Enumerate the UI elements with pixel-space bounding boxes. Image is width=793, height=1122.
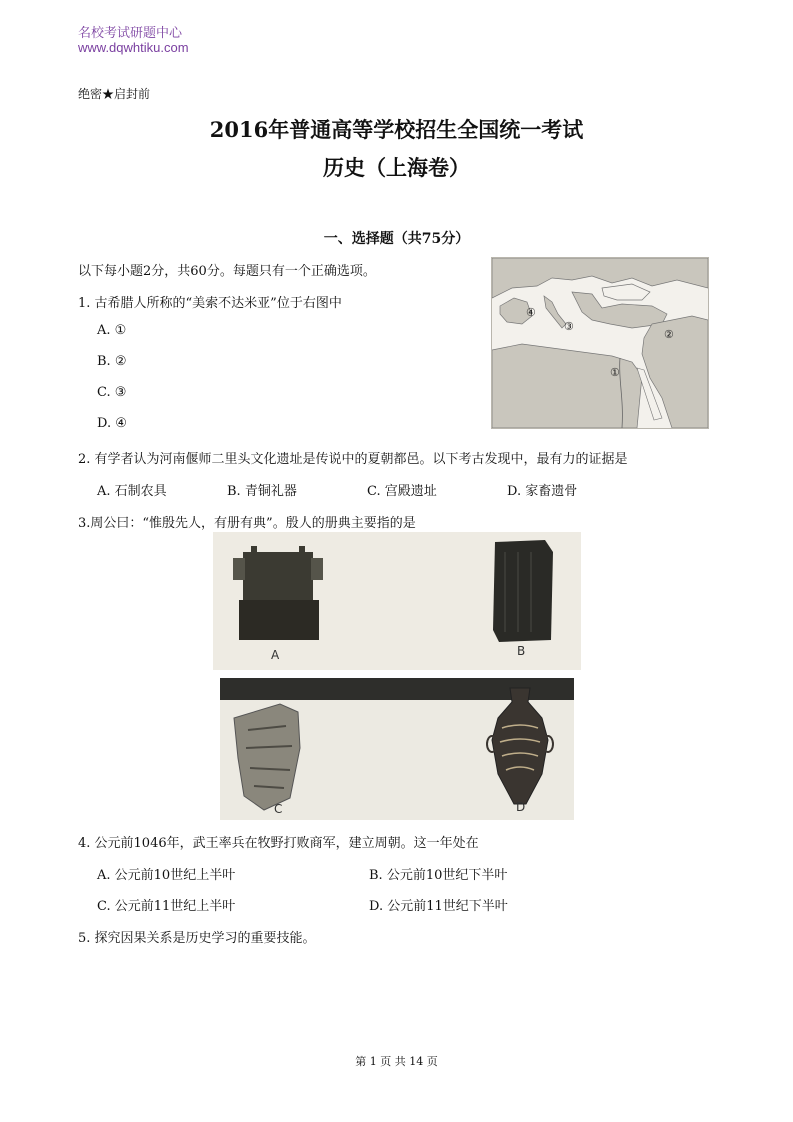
question-4-stem: 4. 公元前1046年，武王率兵在牧野打败商军，建立周朝。这一年处在 xyxy=(78,836,479,851)
map-drawing xyxy=(492,258,708,428)
artifact-label-c: C xyxy=(274,802,283,816)
question-2-options xyxy=(97,480,697,498)
question-2-option-c: C. 宫殿遗址 xyxy=(367,484,437,499)
site-url[interactable]: www.dqwhtiku.com xyxy=(78,40,189,55)
question-2-option-a: A. 石制农具 xyxy=(97,484,167,499)
question-4-option-c: C. 公元前11世纪上半叶 xyxy=(97,899,236,914)
question-4-options-row1 xyxy=(97,864,697,882)
site-name: 名校考试研题中心 xyxy=(78,26,183,41)
question-2-stem: 2. 有学者认为河南偃师二里头文化遗址是传说中的夏朝都邑。以下考古发现中，最有力的证据是 xyxy=(78,452,628,467)
artifact-drawing-cd xyxy=(220,678,574,820)
question-2-option-d: D. 家畜遗骨 xyxy=(507,484,578,499)
artifact-photo-ab xyxy=(213,532,581,670)
page-footer: 第 1 页 共 14 页 xyxy=(355,1055,438,1068)
section-instruction: 以下每小题2分，共60分。每题只有一个正确选项。 xyxy=(78,264,376,279)
question-1-option-a: A. ① xyxy=(97,323,127,338)
artifact-label-b: B xyxy=(517,644,526,658)
question-1-option-c: C. ③ xyxy=(97,385,127,400)
question-4-option-b: B. 公元前10世纪下半叶 xyxy=(369,868,508,883)
artifact-photo-cd xyxy=(220,678,574,820)
artifact-label-d: D xyxy=(516,800,526,814)
map-label-4: ④ xyxy=(526,306,536,319)
confidential-mark: 绝密★启封前 xyxy=(78,87,151,101)
question-1-stem: 1. 古希腊人所称的“美索不达米亚”位于右图中 xyxy=(78,296,342,311)
exam-title: 2016年普通高等学校招生全国统一考试 xyxy=(209,117,584,142)
question-1-option-d: D. ④ xyxy=(97,416,127,431)
question-1-option-b: B. ② xyxy=(97,354,127,369)
question-5-stem: 5. 探究因果关系是历史学习的重要技能。 xyxy=(78,931,316,946)
artifact-label-a: A xyxy=(271,648,280,662)
mediterranean-map xyxy=(491,257,709,429)
map-label-2: ② xyxy=(664,328,674,341)
section-heading: 一、选择题（共75分） xyxy=(323,231,470,247)
question-4-option-a: A. 公元前10世纪上半叶 xyxy=(97,868,236,883)
question-4-option-d: D. 公元前11世纪下半叶 xyxy=(369,899,508,914)
exam-subtitle: 历史（上海卷） xyxy=(323,155,470,180)
map-label-3: ③ xyxy=(564,320,574,333)
artifact-drawing-ab xyxy=(213,532,581,670)
question-2-option-b: B. 青铜礼器 xyxy=(227,484,297,499)
map-label-1: ① xyxy=(610,366,620,379)
question-3-stem: 3.周公曰：“惟殷先人，有册有典”。殷人的册典主要指的是 xyxy=(78,516,416,531)
question-4-options-row2 xyxy=(97,895,697,913)
